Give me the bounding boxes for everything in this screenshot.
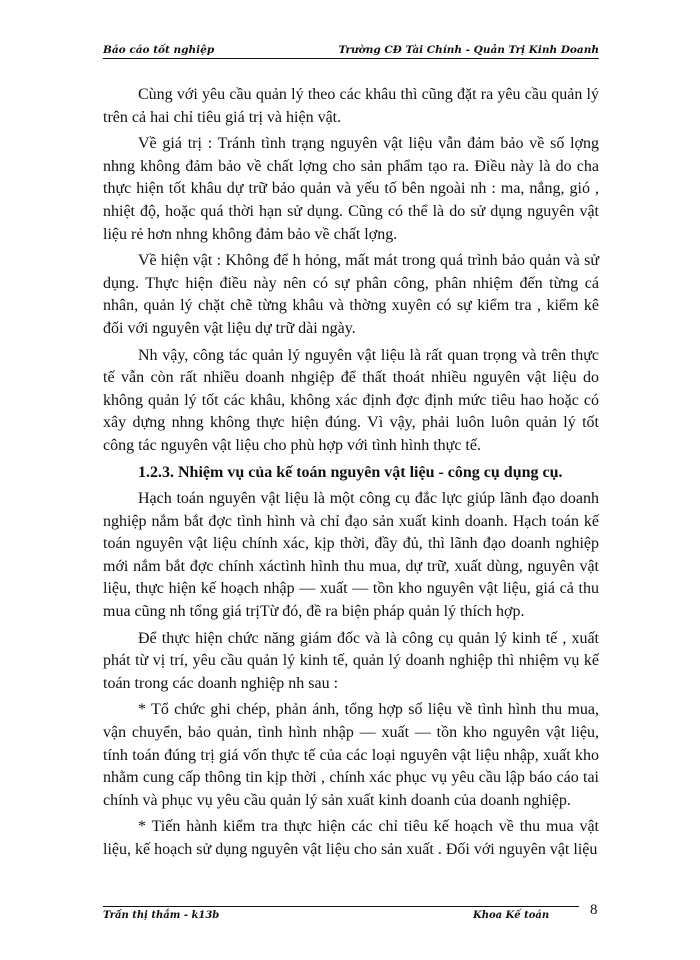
- paragraph: Về hiện vật : Không để h hỏng, mất mát trong quá trình bảo quản và sử dụng. Thực hiện điều này nên có sự phân công, phân nhiệm đến từng cá nhân, quản lý chặt chẽ từng khâu và thờng xuyên có sự kiểm tra , kiểm kê đối với nguyên vật liệu dự trữ dài ngày.: [103, 252, 599, 337]
- document-body: [103, 84, 599, 866]
- page-header: [103, 40, 599, 60]
- header-divider: [103, 58, 599, 59]
- footer-divider: [103, 906, 579, 907]
- footer-department: Khoa Kế toán: [473, 910, 550, 921]
- paragraph: Nh vậy, công tác quản lý nguyên vật liệu là rất quan trọng và trên thực tế vẫn còn rất nhiều doanh nhgiệp để thất thoát nhiều nguyên vật liệu do không quản lý tốt các khâu, không xác định đợc định mức tiêu hao hoặc có xây dựng nhng không thực hiện đúng. Vì vậy, phải luôn luôn quản lý tốt công tác nguyên vật liệu cho phù hợp với tình hình thực tế.: [103, 346, 599, 454]
- paragraph: * Tiến hành kiểm tra thực hiện các chỉ tiêu kế hoạch về thu mua vật liệu, kế hoạch sử dụng nguyên vật liệu cho sản xuất . Đối với nguyên vật liệu: [103, 818, 599, 858]
- footer-author: Trần thị thắm - k13b: [103, 910, 220, 921]
- paragraph: * Tổ chức ghi chép, phản ánh, tổng hợp số liệu về tình hình thu mua, vận chuyển, bảo quản, tình hình nhập — xuất — tồn kho nguyên vật liệu, tính toán đúng trị giá vốn thực tế của các loại nguyên vật liệu nhập, xuất kho nhằm cung cấp thông tin kịp thời , chính xác phục vụ yêu cầu lập báo cáo tai chính và phục vụ yêu cầu quản lý sản xuất kinh doanh của doanh nghiệp.: [103, 701, 599, 809]
- page-footer: [103, 910, 599, 930]
- section-heading: 1.2.3. Nhiệm vụ của kế toán nguyên vật liệu - công cụ dụng cụ.: [138, 463, 563, 481]
- paragraph: Cùng với yêu cầu quản lý theo các khâu thì cũng đặt ra yêu cầu quản lý trên cả hai chỉ tiêu giá trị và hiện vật.: [103, 86, 599, 126]
- paragraph: Hạch toán nguyên vật liệu là một công cụ đắc lực giúp lãnh đạo doanh nghiệp nắm bắt đợc tình hình và chỉ đạo sản xuất kinh doanh. Hạch toán kế toán nguyên vật liệu chính xác, kịp thời, đầy đủ, thì lãnh đạo doanh nghiệp mới nắm bắt đợc chính xáctình hình thu mua, dự trữ, xuất dùng, nguyên vật liệu, thực hiện kế hoạch nhập — xuất — tồn kho nguyên vật liệu, giá cả thu mua cũng nh tổng giá trịTừ đó, đề ra biện pháp quản lý thích hợp.: [103, 490, 599, 621]
- page-number: 8: [590, 902, 598, 918]
- header-right: Trường CĐ Tài Chính - Quản Trị Kinh Doanh: [338, 44, 599, 56]
- paragraph: Về giá trị : Tránh tình trạng nguyên vật liệu vẫn đảm bảo về số lợng nhng không đảm bảo về chất lợng cho sản phẩm tạo ra. Điều này là do cha thực hiện tốt khâu dự trữ bảo quản và yếu tố bên ngoài nh : ma, nắng, gió , nhiệt độ, hoặc quá thời hạn sử dụng. Cũng có thể là do sử dụng nguyên vật liệu rẻ hơn nhng không đảm bảo về chất lợng.: [103, 135, 599, 243]
- paragraph: Để thực hiện chức năng giám đốc và là công cụ quản lý kinh tế , xuất phát từ vị trí, yêu cầu quản lý kinh tế, quản lý doanh nghiệp thì nhiệm vụ kế toán trong các doanh nghiệp nh sau :: [103, 629, 599, 692]
- header-left: Báo cáo tốt nghiệp: [103, 44, 215, 56]
